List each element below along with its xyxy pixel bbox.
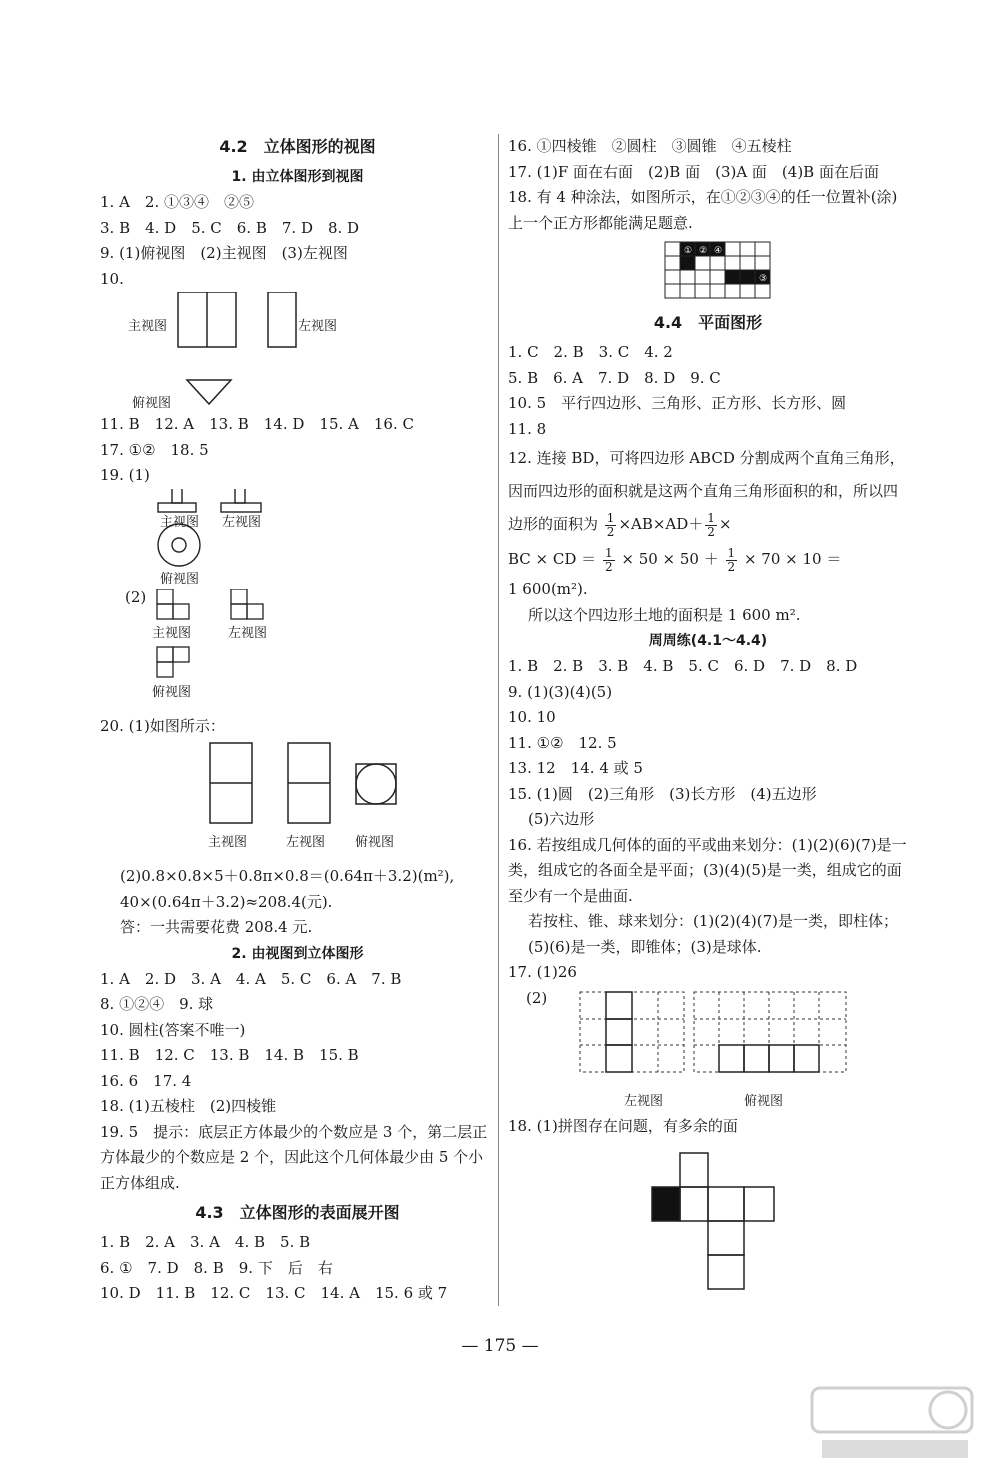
- caption-main-view: 主视图: [128, 319, 168, 334]
- answer-line: 10. 5 平行四边形、三角形、正方形、长方形、圆: [508, 394, 847, 412]
- answer-line: 18. (1)五棱柱 (2)四棱锥: [100, 1097, 277, 1115]
- answer-paragraph: 19. 5 提示：底层正方体最少的个数应是 3 个，第二层正方体最少的个数应是 2 个，因此这个几何体最少由 5 个小正方体组成.: [100, 1122, 488, 1192]
- answer-line: (2): [125, 587, 147, 606]
- answer-line: 5. B 6. A 7. D 8. D 9. C: [508, 368, 721, 387]
- answer-paragraph-q12: [508, 442, 908, 541]
- grid-label: ④: [714, 246, 723, 256]
- q12-expression: ×AB×AD＋: [618, 515, 704, 533]
- answer-line: 11. B 12. C 13. B 14. B 15. B: [100, 1046, 359, 1064]
- caption-left-view: 左视图: [298, 319, 338, 334]
- q18-painted-grid: [508, 240, 908, 300]
- page-number: — 175 —: [461, 1336, 539, 1356]
- answer-line: 1 600(m²).: [508, 580, 588, 598]
- cube-net-diagram: [508, 1139, 908, 1299]
- figure-q20: [100, 739, 495, 864]
- answer-line: 9. (1)(3)(4)(5): [508, 682, 613, 701]
- caption-top-view: 俯视图: [160, 571, 200, 587]
- figure-q18-net: [508, 1139, 908, 1299]
- weekly-practice-title: 周周练(4.1～4.4): [648, 633, 768, 649]
- answer-paragraph: 17. (1)F 面在右面 (2)B 面 (3)A 面 (4)B 面在后面: [508, 162, 879, 181]
- answer-line: 1. A 2. ①③④ ②⑤: [100, 193, 254, 211]
- answer-line-q12-calc: [508, 541, 908, 577]
- answer-paragraph: 若按柱、锥、球来划分：(1)(2)(4)(7)是一类，即柱体；(5)(6)是一类，即锥体；(3)是球体.: [528, 912, 898, 956]
- answer-line: 10. 圆柱(答案不唯一): [100, 1020, 246, 1039]
- subsection-title: 1. 由立体图形到视图: [231, 169, 364, 185]
- q19-1-views-diagram: [100, 489, 400, 589]
- section-title-4-4: 4.4 平面图形: [653, 313, 763, 332]
- caption-left-view: 左视图: [222, 514, 262, 530]
- answer-line: 1. C 2. B 3. C 4. 2: [508, 343, 673, 361]
- answer-line: 15. (1)圆 (2)三角形 (3)长方形 (4)五边形: [508, 784, 817, 803]
- answer-line: (2)0.8×0.8×5＋0.8π×0.8＝(0.64π＋3.2)(m²),: [120, 867, 455, 885]
- answer-line: 6. ① 7. D 8. B 9. 下 后 右: [100, 1258, 333, 1277]
- q17-views-grid: [508, 986, 908, 1094]
- caption-top-view: 俯视图: [355, 835, 395, 850]
- caption-top-view: 俯视图: [132, 396, 172, 411]
- caption-main-view: 主视图: [152, 625, 192, 641]
- answer-line: 17. ①② 18. 5: [100, 440, 209, 459]
- answer-line: 17. (1)26: [508, 963, 577, 981]
- answer-line: 10.: [100, 269, 124, 288]
- q12-expression: × 70 × 10 ＝: [743, 550, 842, 568]
- answer-line: 20. (1)如图所示：: [100, 716, 225, 735]
- grid-label: ①: [684, 246, 693, 256]
- section-title-4-3: 4.3 立体图形的表面展开图: [195, 1203, 400, 1222]
- answer-line: 1. A 2. D 3. A 4. A 5. C 6. A 7. B: [100, 969, 402, 988]
- answer-line: 8. ①②④ 9. 球: [100, 995, 214, 1013]
- answer-line: 1. B 2. B 3. B 4. B 5. C 6. D 7. D 8. D: [508, 657, 858, 675]
- q12-text: 12. 连接 BD，可将四边形 ABCD 分割成两个直角三角形，因而四边形的面积就是这两个直角三角形面积的和，所以四边形的面积为: [508, 449, 905, 533]
- caption-main-view: 主视图: [160, 514, 200, 530]
- right-column: [508, 134, 908, 1299]
- answer-line: 10. 10: [508, 708, 556, 726]
- answer-paragraph: 18. 有 4 种涂法，如图所示，在①②③④的任一位置补(涂)上一个正方形都能满足题意.: [508, 188, 898, 232]
- caption-left-view: 左视图: [286, 835, 326, 850]
- answer-line: 40×(0.64π＋3.2)≈208.4(元).: [120, 892, 333, 911]
- answer-line: 11. B 12. A 13. B 14. D 15. A 16. C: [100, 415, 414, 433]
- figure-q19-2: [100, 589, 495, 714]
- answer-line: (5)六边形: [528, 810, 595, 828]
- q12-expression: × 50 × 50 ＋: [621, 550, 719, 568]
- answer-line: 1. B 2. A 3. A 4. B 5. B: [100, 1233, 311, 1251]
- fraction-half: [605, 512, 617, 539]
- subsection-title: 2. 由视图到立体图形: [231, 945, 364, 962]
- fraction-half: [705, 512, 717, 539]
- watermark-logo: [808, 1380, 978, 1465]
- caption-left-view: 左视图: [624, 1093, 664, 1109]
- caption-left-view: 左视图: [228, 625, 268, 641]
- caption-top-view: 俯视图: [152, 684, 192, 700]
- fraction-denominator: 2: [606, 524, 615, 539]
- answer-line: (2): [526, 988, 548, 1007]
- answer-line: 19. (1): [100, 466, 150, 484]
- fraction-denominator: 2: [707, 524, 715, 539]
- grid-label: ③: [759, 274, 768, 284]
- caption-main-view: 主视图: [208, 835, 248, 850]
- answer-line: 11. ①② 12. 5: [508, 733, 617, 752]
- figure-q10: [100, 292, 495, 412]
- fraction-denominator: 2: [727, 559, 736, 574]
- answer-line: 13. 12 14. 4 或 5: [508, 759, 643, 777]
- left-column: [100, 130, 495, 1307]
- answer-line: 16. ①四棱锥 ②圆柱 ③圆锥 ④五棱柱: [508, 137, 792, 155]
- answer-line: 3. B 4. D 5. C 6. B 7. D 8. D: [100, 218, 360, 237]
- answer-line: 9. (1)俯视图 (2)主视图 (3)左视图: [100, 244, 348, 262]
- fraction-numerator: 1: [604, 545, 613, 560]
- grid-label: ②: [699, 246, 708, 256]
- q12-expression: ×: [718, 515, 732, 533]
- caption-top-view: 俯视图: [744, 1093, 784, 1109]
- answer-line: 16. 6 17. 4: [100, 1071, 192, 1090]
- column-divider: [498, 134, 499, 1306]
- answer-line: 所以这个四边形土地的面积是 1 600 m².: [528, 605, 801, 624]
- answer-line: 10. D 11. B 12. C 13. C 14. A 15. 6 或 7: [100, 1284, 448, 1302]
- fraction-half: [603, 547, 615, 574]
- answer-line: 18. (1)拼图存在问题，有多余的面: [508, 1116, 738, 1135]
- figure-q19-1: [100, 489, 495, 589]
- fraction-numerator: 1: [606, 510, 615, 525]
- q12-expression: BC × CD ＝: [508, 550, 597, 568]
- fraction-denominator: 2: [604, 559, 613, 574]
- fraction-half: [726, 547, 738, 574]
- fraction-numerator: 1: [707, 510, 715, 525]
- figure-q17-2: [508, 986, 908, 1114]
- answer-line: 答：一共需要花费 208.4 元.: [120, 918, 313, 936]
- figure-q18-grid: [508, 240, 908, 306]
- answer-line: 11. 8: [508, 419, 547, 438]
- answer-paragraph: 16. 若按组成几何体的面的平或曲来划分：(1)(2)(6)(7)是一类，组成它的各面全是平面；(3)(4)(5)是一类，组成它的面至少有一个是曲面.: [508, 835, 907, 905]
- section-title-4-2: 4.2 立体图形的视图: [219, 137, 376, 156]
- fraction-numerator: 1: [727, 545, 736, 560]
